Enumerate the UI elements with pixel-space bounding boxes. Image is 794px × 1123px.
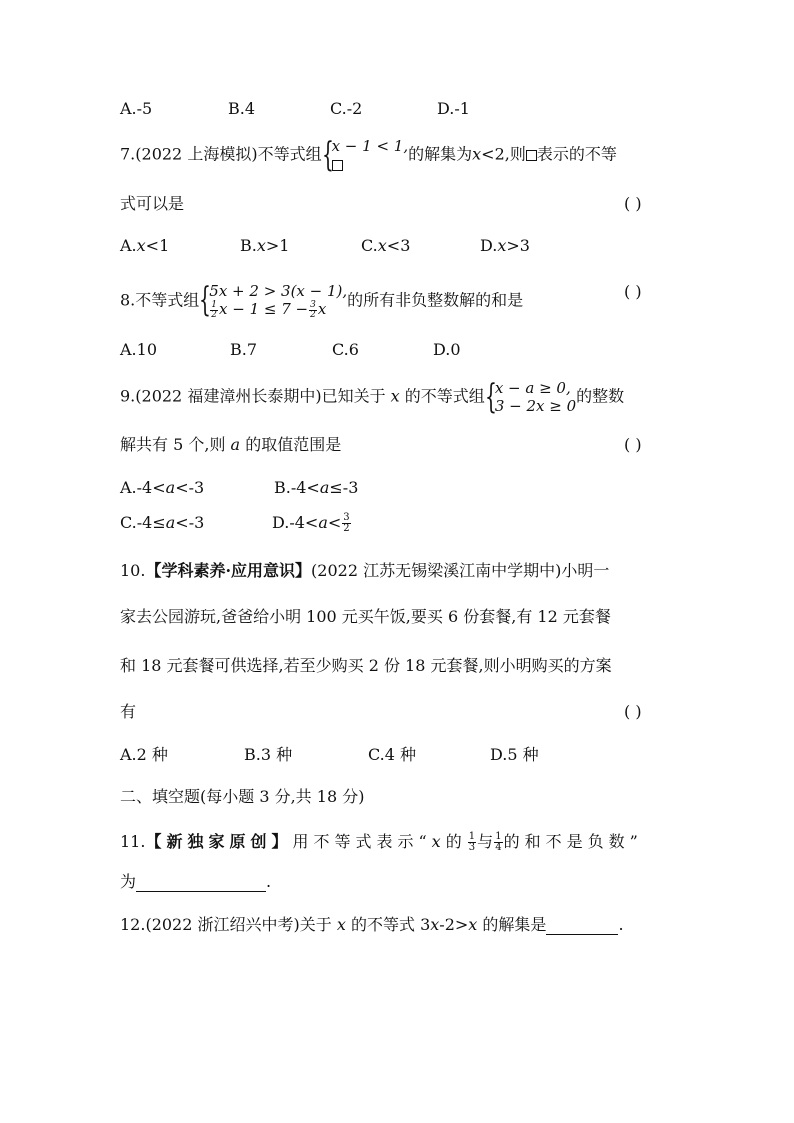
q7-inequality-system: { x − 1 < 1, [321, 135, 409, 175]
q11-answer-blank[interactable] [136, 875, 266, 892]
q8-inequality-system: { 5x + 2 > 3(x − 1), $\frac{1}{2}$ x − 1 ≤ 7 − $\frac{3}{2}$ x [199, 280, 348, 320]
q9-option-a: A.-4<a<-3 [120, 478, 205, 497]
q8-system-row1: 5x + 2 > 3(x − 1), [209, 282, 348, 300]
q9-option-c: C.-4≤a<-3 [120, 513, 205, 532]
q8-stem: 不等式组 [135, 290, 200, 310]
q7-after: 的解集为 [408, 144, 473, 164]
q9-option-b: B.-4<a≤-3 [274, 478, 359, 497]
section-2-heading: 二、填空题(每小题 3 分,共 18 分) [120, 787, 365, 806]
q10-answer-paren: ( ) [624, 702, 642, 721]
q9-system-row2: 3 − 2x ≥ 0 [494, 397, 577, 415]
q10-line4: 有 [120, 702, 137, 721]
q9-option-d: D.-4<a< $\frac{3}{2}$ [272, 512, 350, 534]
q10-option-d: D.5 种 [490, 745, 539, 764]
q10-option-b: B.3 种 [244, 745, 293, 764]
q6-option-a: A.-5 [120, 99, 153, 118]
q8-option-d: D.0 [433, 340, 461, 359]
q7-line2: 式可以是 [120, 194, 185, 213]
q11-line2: 为 . [120, 872, 272, 891]
q7-option-c: C.x<3 [361, 236, 411, 255]
q10-number: 10. [120, 561, 146, 580]
q10-line3: 和 18 元套餐可供选择,若至少购买 2 份 18 元套餐,则小明购买的方案 [120, 656, 612, 675]
q7-system-row1: x − 1 < 1, [331, 137, 409, 155]
q9-after: 的整数 [576, 386, 625, 406]
q12-answer-blank[interactable] [546, 918, 618, 935]
q7-number: 7. [120, 144, 136, 164]
q7-stem: 不等式组 [257, 144, 322, 164]
q8-option-c: C.6 [332, 340, 359, 359]
q10-source: (2022 江苏无锡梁溪江南中学期中) [311, 561, 562, 580]
q7-option-b: B.x>1 [240, 236, 290, 255]
q9-line1: 9.(2022 福建漳州长泰期中)已知关于 x 的不等式组 { x − a ≥ 0, 3 − 2x ≥ 0 的整数 [120, 377, 625, 417]
q8-system-row2: $\frac{1}{2}$ x − 1 ≤ 7 − $\frac{3}{2}$ x [211, 299, 327, 320]
q12-source: (2022 浙江绍兴中考) [145, 915, 300, 934]
q8-after: 的所有非负整数解的和是 [347, 290, 524, 310]
q9-line2: 解共有 5 个,则 a 的取值范围是 [120, 435, 342, 454]
q7-option-a: A.x<1 [120, 236, 170, 255]
q6-option-b: B.4 [228, 99, 256, 118]
q10-line2: 家去公园游玩,爸爸给小明 100 元买午饭,要买 6 份套餐,有 12 元套餐 [120, 607, 611, 626]
q8-option-a: A.10 [120, 340, 157, 359]
q6-option-d: D.-1 [437, 99, 470, 118]
q8-answer-paren: ( ) [624, 282, 642, 301]
q9-answer-paren: ( ) [624, 435, 642, 454]
q10-option-c: C.4 种 [368, 745, 417, 764]
q7-option-d: D.x>3 [480, 236, 530, 255]
q9-number: 9. [120, 386, 136, 406]
q7-line1 [120, 137, 617, 173]
q7-source: (2022 上海模拟) [135, 144, 258, 164]
q8-option-b: B.7 [230, 340, 258, 359]
q11-line1: 11.【新独家原创】用不等式表示“x 的 $\frac{1}{3}$ 与 $\frac{1}{4}$ 的和不是负数” [120, 831, 643, 853]
q8-line1 [120, 282, 523, 320]
q7-after2: 表示的不等 [536, 144, 617, 164]
q11-tag: 【新独家原创】 [145, 832, 293, 851]
q12-line1: 12.(2022 浙江绍兴中考)关于 x 的不等式 3x-2>x 的解集是 . [120, 915, 624, 934]
q7-condition: <2,则 [481, 144, 526, 164]
q10-option-a: A.2 种 [120, 745, 168, 764]
q7-variable: x [472, 144, 482, 164]
square-placeholder-icon [526, 150, 537, 161]
q7-answer-paren: ( ) [624, 194, 642, 213]
q10-tag: 【学科素养·应用意识】 [145, 561, 312, 580]
q6-option-c: C.-2 [330, 99, 363, 118]
q10-line1: 10.【学科素养·应用意识】(2022 江苏无锡梁溪江南中学期中)小明一 [120, 561, 610, 580]
q8-number: 8. [120, 290, 136, 310]
q9-system-row1: x − a ≥ 0, [494, 379, 571, 397]
q9-inequality-system: { x − a ≥ 0, 3 − 2x ≥ 0 [484, 377, 577, 417]
q9-source: (2022 福建漳州长泰期中) [135, 386, 322, 406]
